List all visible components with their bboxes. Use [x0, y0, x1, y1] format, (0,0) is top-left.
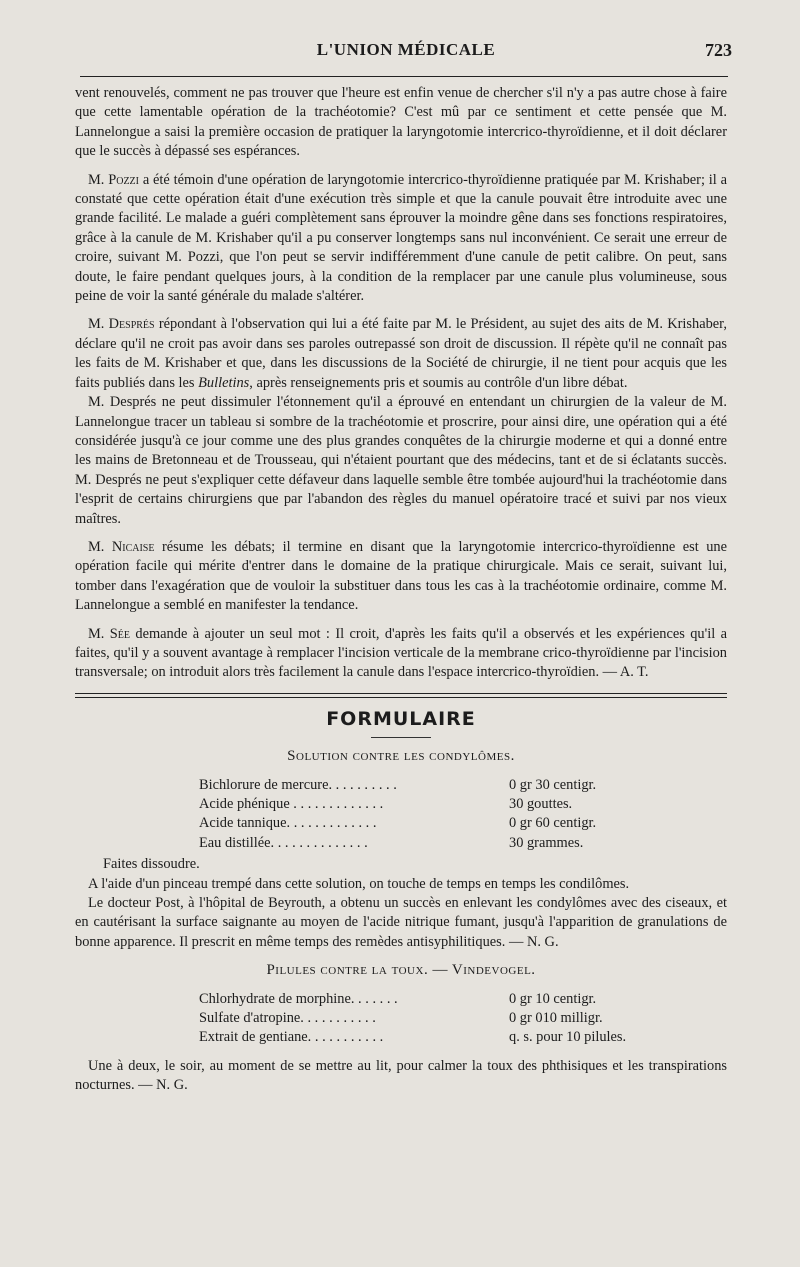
quantity: 30 gouttes. — [509, 795, 573, 812]
paragraph-continuation: vent renouvelés, comment ne pas trouver que l'heure est enfin venue de chercher s'il n'y a pas autre chose à faire que cette lamentable opération de la trachéotomie? C'est mû par ce sentiment et cette pensée que M. Lannelongue a saisi la première occasion de pratiquer la laryngotomie intercrico-thyroïdienne, et il doit déclarer que le succès à dépassé ses espérances. — [75, 85, 727, 160]
recipe-row — [199, 834, 639, 853]
paragraph-despres-end: , après renseignements pris et soumis au contrôle d'un libre débat. — [249, 374, 628, 391]
section-double-rule — [75, 693, 727, 698]
paragraph-nicaise-text: résume les débats; il termine en disant que la laryngotomie intercrico-thyroïdienne est une opération facile qui mérite d'entrer dans le domaine de la pratique chirurgicale. Mais ce serait, suivant lui, tomber dans l'exagération que de vouloir la substituer dans tous les cas à la trachéotomie ordinaire, comme M. Lannelongue a semblé en manifester la tendance. — [75, 538, 728, 614]
recipe-row — [199, 776, 639, 795]
ingredient: Acide tannique. . . . . . . . . . . . . — [199, 815, 377, 832]
paragraph-despres — [75, 315, 727, 393]
paragraph-despres-text: répondant à l'observation qui lui a été faite par M. le Président, au sujet des aits de M. Krishaber, déclare qu'il ne croit pas avoir dans ses paroles outrepassé son droit de discussion. Il répète qu'il ne connaît pas les faits de M. Krishaber et que, dans les discussions de la Société de chirurgie, il ne tient pour acquis que les faits publiés dans les — [75, 316, 727, 391]
speaker-despres: M. Després — [88, 316, 155, 333]
instruction-dissoudre: Faites dissoudre. — [103, 856, 200, 873]
quantity: q. s. pour 10 pilules. — [509, 1029, 627, 1046]
quantity: 0 gr 30 centigr. — [509, 776, 597, 793]
recipe-row — [199, 1009, 639, 1028]
speaker-see: M. Sée — [88, 625, 130, 642]
formulaire-title: FORMULAIRE — [326, 707, 476, 730]
recipe-row — [199, 1028, 639, 1047]
recipe-title-condylomes: Solution contre les condylômes. — [287, 748, 515, 765]
recipe-title-pilules: Pilules contre la toux. — Vindevogel. — [266, 962, 536, 979]
recipe-row — [199, 814, 639, 833]
paragraph-see-text: demande à ajouter un seul mot : Il croit, d'après les faits qu'il a observés et les expériences qu'il a faites, qu'il y a souvent avantage à remplacer l'incision verticale de la membrane crico-thyroïdienne par l'incision transversale; on introduit alors très facilement la canule dans l'espace intercrico-thyroïdien. — A. T. — [75, 625, 727, 681]
header-rule — [80, 76, 728, 77]
journal-title: L'UNION MÉDICALE — [316, 40, 496, 59]
quantity: 0 gr 010 milligr. — [509, 1009, 603, 1026]
ingredient: Extrait de gentiane. . . . . . . . . . . — [199, 1029, 384, 1046]
ingredient: Sulfate d'atropine. . . . . . . . . . . — [199, 1009, 376, 1026]
condylomes-usage: A l'aide d'un pinceau trempé dans cette solution, on touche de temps en temps les condilômes. — [88, 875, 630, 892]
ingredient: Bichlorure de mercure. . . . . . . . . . — [199, 776, 397, 793]
running-header — [80, 40, 732, 70]
paragraph-see — [75, 625, 727, 683]
speaker-nicaise: M. Nicaise — [88, 538, 155, 555]
recipe-row — [199, 795, 639, 814]
ingredient: Chlorhydrate de morphine. . . . . . . — [199, 990, 398, 1007]
paragraph-pozzi-text: a été témoin d'une opération de laryngotomie intercrico-thyroïdienne pratiquée par M. Krishaber; il a constaté que cette opération était d'une exécution très simple et que la canule pouvait être introduite avec une grande facilité. Le malade a guéri complètement sans éprouver la moindre gêne dans ses fonctions respiratoires, grâce à la canule de M. Krishaber qu'il a pu conserver longtemps sans nul inconvénient. Ce serait une erreur de croire, suivant M. Pozzi, que l'on peut se servir indifféremment d'une canule de petit calibre. On peut, sans doute, le faire pendant quelques jours, à la condition de la remplacer par une canule plus volumineuse, sous peine de voir la santé générale du malade s'altérer. — [75, 171, 727, 305]
quantity: 0 gr 10 centigr. — [509, 990, 597, 1007]
speaker-pozzi: M. Pozzi — [88, 171, 139, 188]
quantity: 0 gr 60 centigr. — [509, 815, 597, 832]
recipe-pilules — [199, 990, 639, 1048]
article-body — [75, 84, 727, 1096]
ingredient: Acide phénique . . . . . . . . . . . . . — [199, 795, 384, 812]
bulletins-italic: Bulletins — [198, 374, 250, 391]
page-number: 723 — [705, 40, 732, 60]
paragraph-pozzi — [75, 171, 727, 307]
recipe-condylomes — [199, 776, 639, 854]
ingredient: Eau distillée. . . . . . . . . . . . . . — [199, 834, 368, 851]
paragraph-despres-2: M. Després ne peut dissimuler l'étonnement qu'il a éprouvé en entendant un chirurgien de la valeur de M. Lannelongue tracer un tableau si sombre de la trachéotomie et proscrire, pour ainsi dire, une opération qui a été considérée jusqu'à ce jour comme une des plus grandes conquêtes de la chirurgie moderne et qui a donné entre les mains de Bretonneau et de Trousseau, qui n'étaient pourtant que des médecins, tant et de si éclatants succès. M. Després ne peut s'expliquer cette défaveur dans laquelle semble être tombée aujourd'hui la trachéotomie dans l'esprit de certains chirurgiens que par l'abandon des règles du manuel opératoire tracé et suivi par nos vieux maîtres. — [75, 394, 727, 527]
pilules-usage: Une à deux, le soir, au moment de se mettre au lit, pour calmer la toux des phthisiques et les transpirations nocturnes. — N. G. — [75, 1057, 727, 1094]
formulaire-rule — [371, 737, 431, 738]
condylomes-post: Le docteur Post, à l'hôpital de Beyrouth, a obtenu un succès en enlevant les condylômes avec des ciseaux, et en cautérisant la surface saignante au moyen de l'acide nitrique fumant, jusqu'à l'apparition de granulations de bonne apparence. Il prescrit en même temps des remèdes antisyphilitiques. — N. G. — [75, 894, 727, 950]
recipe-row — [199, 990, 639, 1009]
quantity: 30 grammes. — [509, 834, 584, 851]
paragraph-nicaise — [75, 538, 727, 616]
